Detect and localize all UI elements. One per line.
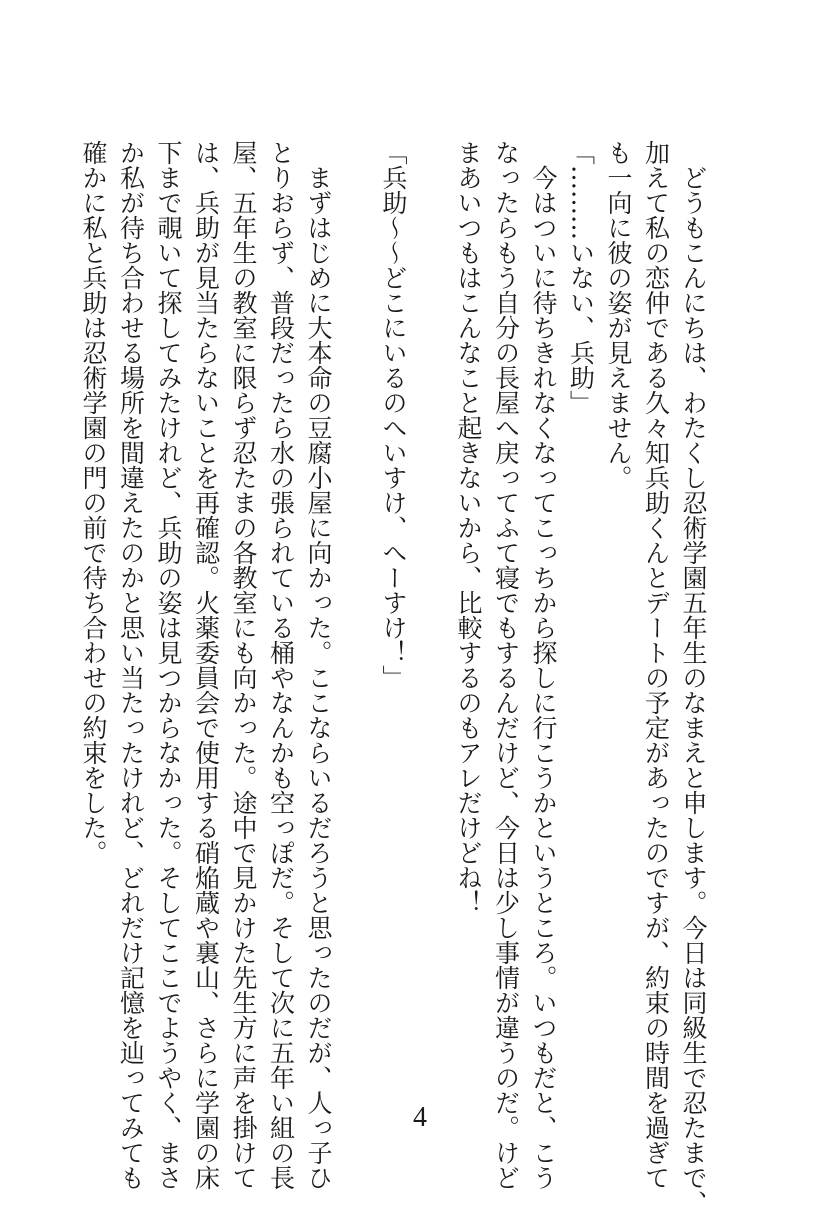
text-line: 屋、五年生の教室に限らず忍たまの各教室にも向かった。途中で見かけた先生方に声を掛けて [229,140,258,1190]
text-line: まずはじめに大本命の豆腐小屋に向かった。ここならいるだろうと思ったのだが、人っ子ひ [304,165,333,1190]
vertical-text-body [75,140,713,1215]
text-line: なったらもう自分の長屋へ戻ってふて寝でもするんだけど、今日は少し事情が違うのだ。けど [491,140,521,1190]
dialogue-line: 「………いない、兵助」 [566,140,596,415]
dialogue-line: 「兵助〜〜どこにいるのへいすけ、へーすけ！」 [379,140,408,690]
text-line: とりおらず、普段だったら水の張られている桶やなんかも空っぽだ。そして次に五年い組の長 [266,140,296,1190]
text-line: 加えて私の恋仲である久々知兵助くんとデートの予定があったのですが、約束の時間を過ぎて [641,140,671,1190]
text-line: か私が待ち合わせる場所を間違えたのかと思い当たったけれど、どれだけ記憶を辿ってみても [116,140,146,1190]
blank-line [412,140,450,1045]
blank-line [337,140,375,1045]
text-line: 下まで覗いて探してみたけれど、兵助の姿は見つからなかった。そしてここでようやく、まさ [154,140,183,1190]
text-line: まあいつもはこんなこと起きないから、比較するのもアレだけどね！ [454,140,483,915]
text-line: も一向に彼の姿が見えません。 [604,140,633,490]
text-line: 今はついに待ちきれなくなってこっちから探しに行こうかというところ。いつもだと、こう [529,165,558,1190]
text-line: どうもこんにちは、わたくし忍術学園五年生のなまえと申します。今日は同級生で忍たまで、 [679,165,708,1215]
text-line: は、兵助が見当たらないことを再確認。火薬委員会で使用する硝焔蔵や裏山、さらに学園の床 [191,140,221,1190]
text-line: 確かに私と兵助は忍術学園の門の前で待ち合わせの約束をした。 [79,140,108,865]
page-number: 4 [413,1102,427,1133]
